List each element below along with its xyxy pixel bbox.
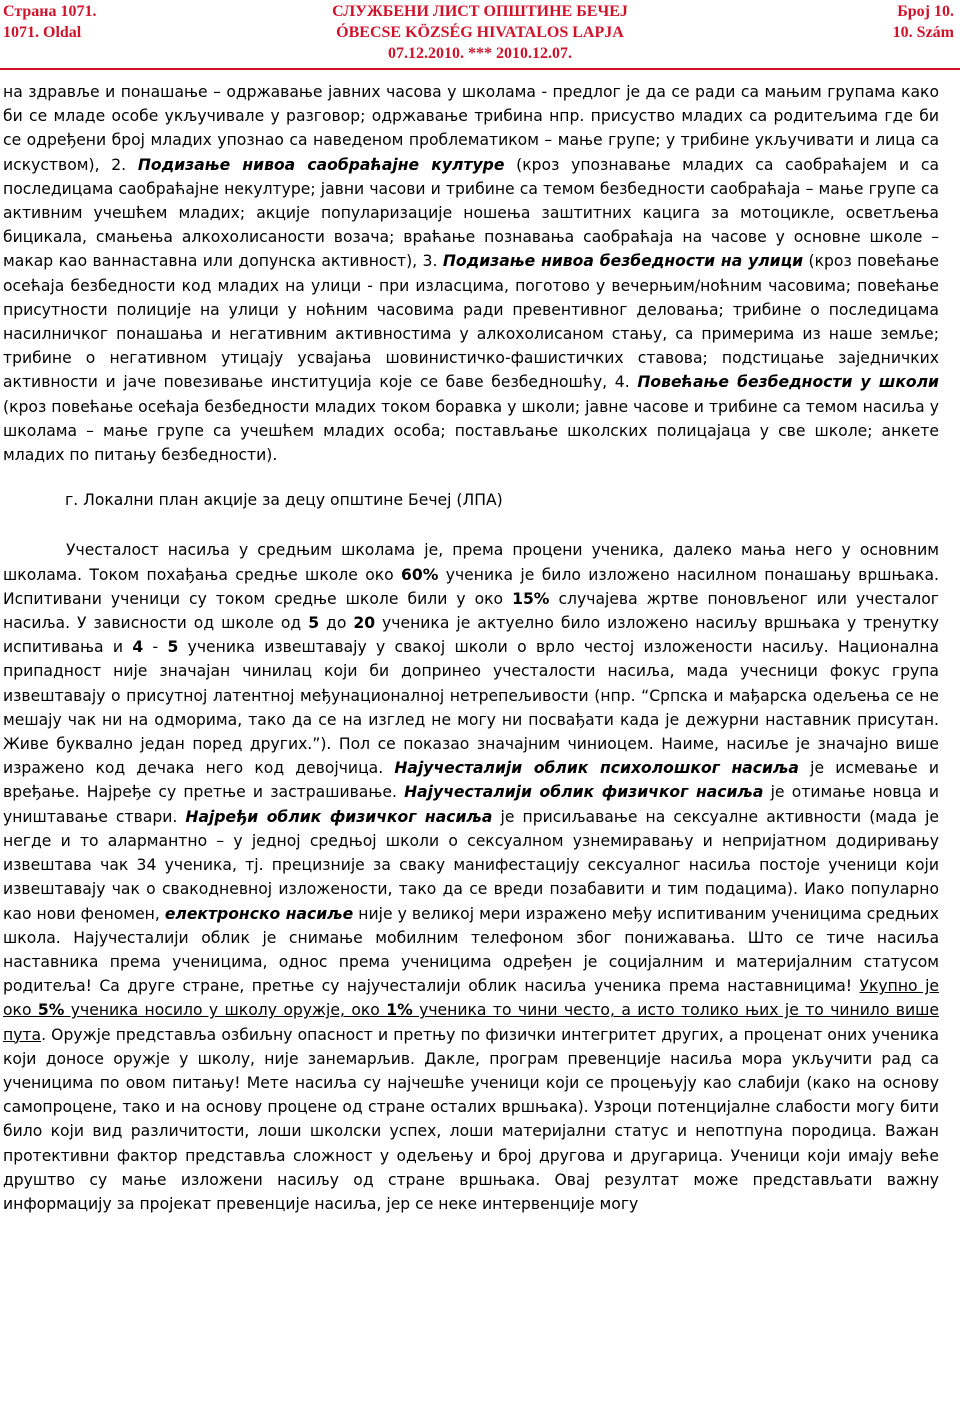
text-span: је присиљавање на сексуалне активности (мада је негде и то алармантно – у једној средњој школи о сексуалном узнемиравању и непријатном додиривању извештава чак 34 ученика, тј. прецизније за сваку манифестацију сексуалног насиља постоје ученици који извештавају чак о свакодневној изложености, тако да се вреди позабавити и тим подацима). Иако популарно као нови феномен, (3, 807, 939, 923)
stat-value: 1% (386, 1001, 413, 1020)
underlined-text: ученика носило у школу оружје, око (64, 1001, 387, 1020)
header-right (893, 1, 954, 43)
stat-value: 15% (512, 589, 550, 608)
text-span: није у великој мери изражено међу испитиваним ученицима средњих школа. Најучесталији облик је снимање мобилним телефоном због понижавања. Што се тиче насиља наставника према ученицима, однос према ученицима одређен је социјалним и материјалним статусом родитеља! Са друге стране, претње су најучесталији облик насиља ученика према наставницима! (3, 904, 939, 996)
stat-value: 5% (37, 1001, 65, 1020)
measure-street-safety: Подизање нивоа безбедности на улици (442, 252, 804, 271)
issue-number-serbian: Број 10. (897, 3, 954, 20)
text-span: ученика извештавају у свакој школи о врло честој изложености насиљу. Национална припадност није значајан чинилац који би допринео учесталости насиља, мада учесници фокус група извештавају о присутној латентној међунационалној нетрепељивости (нпр. “Српска и мађарска одељења се не мешају чак ни на одморима, тако да се на изглед не могу ни посвађати када је дежурни наставник присутан. Живе буквално један поред других.”). Пол се показао значајним чиниоцем. Наиме, насиље је значајно више изражено код дечака него код девојчица. (3, 638, 939, 778)
text-span: је отимање новца и уништавање ствари. (3, 783, 940, 826)
header-divider (0, 68, 960, 70)
underlined-text: ученика то чини често, а исто толико њих је то чинило више пута (3, 1001, 939, 1044)
text-span: случајева жртве поновљеног или учесталог насиља. У зависности од школе од (3, 589, 939, 633)
publication-title-serbian: СЛУЖБЕНИ ЛИСТ ОПШТИНЕ БЕЧЕЈ (332, 3, 628, 20)
text-span: Учесталост насиља у средњим школама је, према процени ученика, далеко мања него у основним школама. Током похађања средње школе око (3, 541, 939, 584)
publication-date: 07.12.2010. *** 2010.12.07. (388, 45, 572, 62)
emphasis-electronic: електронско насиље (164, 904, 354, 923)
text-span: је исмевање и вређање. Најређе су претње и застрашивање. (3, 759, 939, 802)
text-span: до (319, 614, 354, 633)
stat-value: 5 (308, 614, 320, 633)
measure-traffic-culture: Подизање нивоа саобраћајне културе (137, 155, 505, 174)
text-span: ученика је било изложено насилном понашању вршњака. Испитивани ученици су током средње школе били у око (3, 565, 939, 608)
paragraph-measures (3, 80, 939, 467)
page-number-hungarian: 1071. Oldal (3, 24, 82, 41)
publication-title-hungarian: ÓBECSE KÖZSÉG HIVATALOS LAPJA (336, 24, 624, 41)
stat-value: 5 (167, 638, 179, 657)
stat-value: 20 (353, 614, 376, 633)
document-body (3, 80, 939, 1216)
page-number-serbian: Страна 1071. (3, 3, 97, 20)
text-span: (кроз упознавање младих са саобраћајем и са последицама саобраћајне некултуре; јавни часови и трибине са темом безбедности саобраћаја – мање групе са активним учешћем младих; акције популаризације ношења заштитних кацига за мотоцикле, осветљења бицикала, смањења алкохолисаности возача; враћање познавања саобраћаја на часове у основне школе – макар као ваннаставна или допунска активност), 3. (3, 155, 939, 271)
stat-value: 60% (401, 565, 439, 584)
measure-school-safety: Повећање безбедности у школи (637, 373, 939, 392)
text-span: - (143, 638, 168, 657)
text-span: на здравље и понашање – одржавање јавних часова у школама - предлог је да се ради са мањим групама како би се младе особе укључивале у разговор; одржавање трибина нпр. присуство младих са родитељима где би се одређени број младих упознао са наведеном проблематиком – мање групе; у трибине укључивати и лица са искуством), 2. (3, 83, 939, 174)
emphasis-physical-common: Најучесталији облик физичког насиља (404, 783, 764, 802)
text-span: . Оружје представља озбиљну опасност и претњу по физички интегритет других, а проценат оних ученика који доносе оружје у школу, није занемарљив. Дакле, програм превенције насиља мора укључити рад са ученицима по овом питању! Мете насиља су најчешће ученици који се процењују као слабији (како на основу самопроцене, тако и на основу процене од стране осталих вршњака). Узроци потенцијалне слабости могу бити било који вид различитости, лоши школски успех, лоши материјални статус и непотпуна породица. Важан протективни фактор представља сложност у одељењу и број другова и другарица. Ученици који имају веће друштво су мање изложени насиљу од стране вршњака. Овај резултат може представљати важну информацију за пројекат превенције насиља, јер се неке интервенције могу (3, 1025, 939, 1213)
underlined-text: Укупно је око (3, 977, 939, 1020)
header-center (0, 1, 960, 64)
emphasis-psychological: Најучесталији облик психолошког насиља (394, 759, 799, 778)
text-span: (кроз повећање осећаја безбедности младих током боравка у школи; јавне часове и трибине са темом насиља у школама – мање групе са учешћем младих особа; постављање школских полицајаца у све школе; анкете младих по питању безбедности). (3, 397, 939, 465)
text-span: (кроз повећање осећаја безбедности код младих на улици - при изласцима, поготово у вечерњим/ноћним часовима; повећање присутности полиције на улици у ноћним часовима ради превентивног деловања; трибине о последицама насилничког понашања и негативним активностима у алкохолисаном стању, са примерима из наше земље; трибине о негативном утицају усвајања шовинистичко-фашистичких ставова; подстицање заједничких активности и јаче повезивање институција које се баве безбедношћу, 4. (3, 252, 940, 392)
emphasis-physical-rare: Најређи облик физичког насиља (185, 807, 493, 826)
text-span: ученика је актуелно било изложено насиљу вршњака у тренутку испитивања и (3, 614, 939, 657)
issue-number-hungarian: 10. Szám (892, 24, 954, 41)
paragraph-violence (3, 538, 939, 1216)
section-heading: г. Локални план акције за децу општине Бечеј (ЛПА) (65, 491, 503, 510)
page-header (0, 0, 960, 72)
stat-value: 4 (132, 638, 144, 657)
